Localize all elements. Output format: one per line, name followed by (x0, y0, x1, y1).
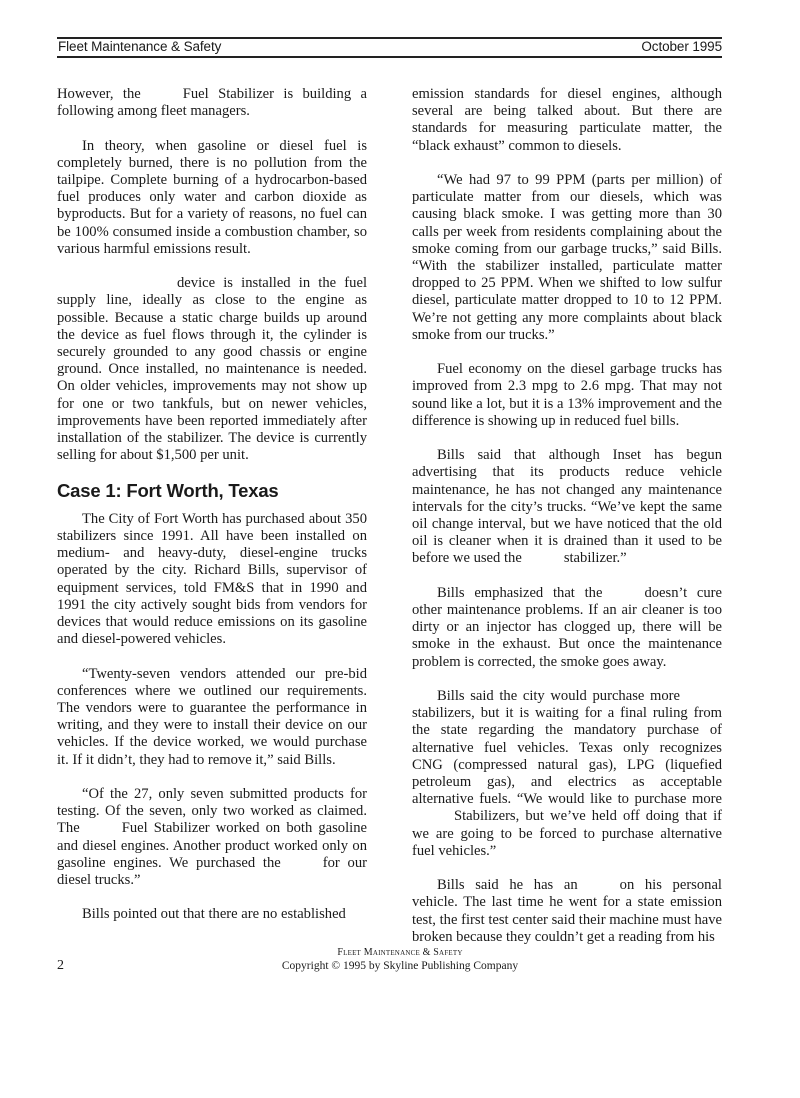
right-column (412, 86, 722, 946)
paragraph: Bills said the city would purchase morestabilizers, but it is waiting for a final ruling from the state regarding the mandatory purchase of alternative fuel vehicles. Texas only recognizes CNG (compressed natural gas), LPG (liquefied petroleum gas), and electrics as acceptable alternative fuels. “We would like to purchase moreStabilizers, but we’ve held off doing that if we are going to be forced to purchase alternative fuel vehicles.” (412, 688, 722, 859)
paragraph: Bills pointed out that there are no established (82, 906, 346, 923)
paragraph: Bills emphasized that the doesn’t cure other maintenance problems. If an air cleaner is too dirty or an injector has clogged up, there will be smoke in the exhaust. But once the maintenance problem is corrected, the smoke goes away. (412, 584, 722, 670)
footer (0, 946, 800, 973)
paragraph: Bills said he has an on his personal vehicle. The last time he went for a state emission test, the first test center said their machine must have broken because they couldn’t get a reading from his (412, 877, 722, 945)
header-rule-bottom (57, 56, 722, 58)
paragraph: “Twenty-seven vendors attended our pre-bid conferences where we outlined our requirements. The vendors were to guarantee the performance in writing, and they were to install their device on our vehicles. If the device worked, we would purchase it. If it didn’t, they had to remove it,” said Bills. (57, 665, 367, 768)
paragraph: “We had 97 to 99 PPM (parts per million) of particulate matter from our diesels, which was causing black smoke. I was getting more than 30 calls per week from residents complaining about the smoke coming from our garbage trucks,” said Bills. “With the stabilizer installed, particulate matter dropped to 25 PPM. When we shifted to low sulfur diesel, particulate matter dropped to 10 to 12 PPM. We’re not getting any more complaints about black smoke from our trucks.” (412, 172, 722, 343)
footer-publication: Fleet Maintenance & Safety (337, 947, 463, 958)
paragraph: “Of the 27, only seven submitted products for testing. Of the seven, only two worked as claimed. The Fuel Stabilizer worked on both gasoline and diesel engines. Another product worked only on gasoline engines. We purchased the for our diesel trucks.” (57, 786, 367, 889)
section-heading: Case 1: Fort Worth, Texas (57, 479, 279, 501)
paragraph: device is installed in the fuel supply line, ideally as close to the engine as possible. Because a static charge builds up around the device as fuel flows through it, the cylinder is securely grounded to any good chassis or engine ground. Once installed, no maintenance is needed. On older vehicles, improvements may not show up for one or two tankfuls, but on newer vehicles, improvements have been reported immediately after installation of the stabilizer. The device is currently selling for about $1,500 per unit. (57, 275, 367, 464)
paragraph: emission standards for diesel engines, although several are being talked about. But there are standards for measuring particulate matter, the “black exhaust” common to diesels. (412, 86, 722, 154)
paragraph: The City of Fort Worth has purchased about 350 stabilizers since 1991. All have been installed on medium- and heavy-duty, diesel-engine trucks operated by the city. Richard Bills, supervisor of equipment services, told FM&S that in 1990 and 1991 the city actively sought bids from vendors for devices that would reduce emissions on its gasoline and diesel-powered vehicles. (57, 510, 367, 648)
paragraph: Bills said that although Inset has begun advertising that its products reduce vehicle maintenance, he has not changed any maintenance intervals for the city’s trucks. “We’ve kept the same oil change interval, but we have noticed that the old oil is cleaner when it is drained than it used to be before we used the stabilizer.” (412, 447, 722, 567)
page-number: 2 (57, 958, 64, 973)
paragraph: Fuel economy on the diesel garbage trucks has improved from 2.3 mpg to 2.6 mpg. That may not sound like a lot, but it is a 13% improvement and the difference is showing up in reduced fuel bills. (412, 361, 722, 429)
running-header-date: October 1995 (641, 39, 722, 54)
running-header-publication: Fleet Maintenance & Safety (58, 39, 222, 54)
paragraph: However, the Fuel Stabilizer is building a following among fleet managers. (57, 86, 368, 120)
footer-copyright: Copyright © 1995 by Skyline Publishing Company (281, 960, 519, 972)
paragraph: In theory, when gasoline or diesel fuel is completely burned, there is no pollution from the tailpipe. Complete burning of a hydrocarbon-based fuel produces only water and carbon dioxide as byproducts. But for a variety of reasons, no fuel can be 100% consumed inside a combustion chamber, so various harmful emissions result. (57, 137, 367, 257)
left-column (57, 86, 367, 924)
